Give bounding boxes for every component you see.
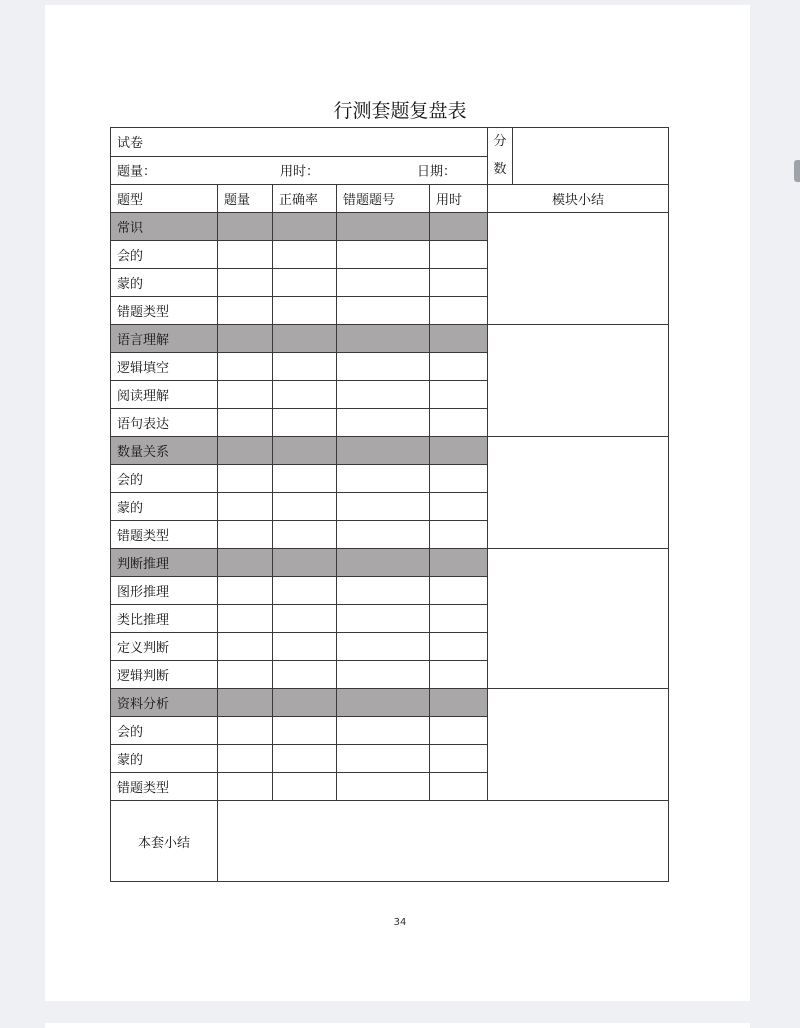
page-title: 行测套题复盘表 <box>333 100 467 122</box>
row-label: 蒙的 <box>111 493 218 521</box>
count-label: 题量： <box>117 164 157 180</box>
entry-cell[interactable] <box>430 269 488 297</box>
section-cell <box>337 437 430 465</box>
entry-cell[interactable] <box>273 773 337 801</box>
section-row <box>111 549 669 577</box>
entry-cell[interactable] <box>273 269 337 297</box>
entry-cell[interactable] <box>218 633 273 661</box>
section-row <box>111 437 669 465</box>
row-label: 错题类型 <box>111 521 218 549</box>
entry-cell[interactable] <box>218 717 273 745</box>
section-name: 数量关系 <box>111 437 218 465</box>
time-label: 用时： <box>280 164 320 180</box>
entry-cell[interactable] <box>218 353 273 381</box>
page-number: 34 <box>393 917 407 928</box>
entry-cell[interactable] <box>430 409 488 437</box>
section-cell <box>430 325 488 353</box>
entry-cell[interactable] <box>273 717 337 745</box>
entry-cell[interactable] <box>337 269 430 297</box>
row-label: 类比推理 <box>111 605 218 633</box>
entry-cell[interactable] <box>337 465 430 493</box>
entry-cell[interactable] <box>430 353 488 381</box>
entry-cell[interactable] <box>218 269 273 297</box>
entry-cell[interactable] <box>273 241 337 269</box>
module-summary-cell[interactable] <box>488 549 669 689</box>
entry-cell[interactable] <box>273 493 337 521</box>
scrollbar-handle[interactable] <box>794 160 800 182</box>
summary-field[interactable] <box>218 801 669 882</box>
section-cell <box>430 213 488 241</box>
section-cell <box>273 549 337 577</box>
entry-cell[interactable] <box>218 465 273 493</box>
section-row <box>111 689 669 717</box>
module-summary-cell[interactable] <box>488 325 669 437</box>
entry-cell[interactable] <box>337 605 430 633</box>
entry-cell[interactable] <box>337 381 430 409</box>
entry-cell[interactable] <box>430 297 488 325</box>
entry-cell[interactable] <box>337 353 430 381</box>
entry-cell[interactable] <box>430 745 488 773</box>
section-name: 常识 <box>111 213 218 241</box>
entry-cell[interactable] <box>337 521 430 549</box>
section-cell <box>430 437 488 465</box>
section-cell <box>273 213 337 241</box>
entry-cell[interactable] <box>273 381 337 409</box>
entry-cell[interactable] <box>337 745 430 773</box>
section-cell <box>337 213 430 241</box>
entry-cell[interactable] <box>430 465 488 493</box>
section-cell <box>218 325 273 353</box>
entry-cell[interactable] <box>430 605 488 633</box>
entry-cell[interactable] <box>337 241 430 269</box>
entry-cell[interactable] <box>430 241 488 269</box>
entry-cell[interactable] <box>218 605 273 633</box>
column-header: 题量 <box>218 185 273 213</box>
entry-cell[interactable] <box>218 493 273 521</box>
row-label: 语句表达 <box>111 409 218 437</box>
entry-cell[interactable] <box>337 409 430 437</box>
section-cell <box>273 689 337 717</box>
section-cell <box>218 689 273 717</box>
column-header: 题型 <box>111 185 218 213</box>
entry-cell[interactable] <box>218 297 273 325</box>
next-page-edge <box>45 1023 750 1028</box>
row-label: 阅读理解 <box>111 381 218 409</box>
section-cell <box>273 437 337 465</box>
section-cell <box>337 689 430 717</box>
entry-cell[interactable] <box>430 577 488 605</box>
section-cell <box>218 437 273 465</box>
entry-cell[interactable] <box>430 633 488 661</box>
row-label: 逻辑填空 <box>111 353 218 381</box>
entry-cell[interactable] <box>218 773 273 801</box>
section-cell <box>273 325 337 353</box>
entry-cell[interactable] <box>218 409 273 437</box>
entry-cell[interactable] <box>430 661 488 689</box>
entry-cell[interactable] <box>273 521 337 549</box>
row-label: 会的 <box>111 241 218 269</box>
entry-cell[interactable] <box>273 465 337 493</box>
entry-cell[interactable] <box>337 493 430 521</box>
entry-cell[interactable] <box>337 577 430 605</box>
entry-cell[interactable] <box>273 409 337 437</box>
section-cell <box>430 549 488 577</box>
row-label: 蒙的 <box>111 745 218 773</box>
score-label-top: 分 <box>493 134 507 149</box>
entry-cell[interactable] <box>337 633 430 661</box>
module-summary-cell[interactable] <box>488 437 669 549</box>
entry-cell[interactable] <box>273 353 337 381</box>
section-row <box>111 213 669 241</box>
entry-cell[interactable] <box>430 717 488 745</box>
entry-cell[interactable] <box>337 297 430 325</box>
entry-cell[interactable] <box>337 717 430 745</box>
meta-field[interactable] <box>111 156 488 185</box>
section-name: 资料分析 <box>111 689 218 717</box>
column-header-row <box>111 185 669 213</box>
row-label: 逻辑判断 <box>111 661 218 689</box>
entry-cell[interactable] <box>273 297 337 325</box>
row-label: 错题类型 <box>111 297 218 325</box>
summary-label: 本套小结 <box>111 801 218 882</box>
section-cell <box>337 325 430 353</box>
entry-cell[interactable] <box>430 773 488 801</box>
score-field[interactable] <box>513 128 669 185</box>
summary-row <box>111 801 669 882</box>
column-header: 正确率 <box>273 185 337 213</box>
entry-cell[interactable] <box>337 773 430 801</box>
entry-cell[interactable] <box>430 381 488 409</box>
section-cell <box>337 549 430 577</box>
column-header: 错题题号 <box>337 185 430 213</box>
row-label: 错题类型 <box>111 773 218 801</box>
module-summary-cell[interactable] <box>488 689 669 801</box>
date-label: 日期： <box>417 164 457 180</box>
section-name: 判断推理 <box>111 549 218 577</box>
entry-cell[interactable] <box>218 661 273 689</box>
entry-cell[interactable] <box>273 745 337 773</box>
entry-cell[interactable] <box>218 577 273 605</box>
row-label: 会的 <box>111 717 218 745</box>
score-label <box>488 128 513 185</box>
entry-cell[interactable] <box>337 661 430 689</box>
entry-cell[interactable] <box>430 521 488 549</box>
row-label: 图形推理 <box>111 577 218 605</box>
entry-cell[interactable] <box>430 493 488 521</box>
row-label: 会的 <box>111 465 218 493</box>
paper-label: 试卷 <box>117 136 144 152</box>
section-name: 语言理解 <box>111 325 218 353</box>
entry-cell[interactable] <box>218 381 273 409</box>
section-row <box>111 325 669 353</box>
entry-cell[interactable] <box>218 521 273 549</box>
section-cell <box>218 213 273 241</box>
column-header: 用时 <box>430 185 488 213</box>
paper-field[interactable] <box>111 128 488 157</box>
section-cell <box>430 689 488 717</box>
entry-cell[interactable] <box>273 633 337 661</box>
entry-cell[interactable] <box>218 241 273 269</box>
entry-cell[interactable] <box>273 577 337 605</box>
entry-cell[interactable] <box>273 661 337 689</box>
score-label-bottom: 数 <box>493 162 507 177</box>
module-summary-cell[interactable] <box>488 213 669 325</box>
column-header: 模块小结 <box>488 185 669 213</box>
section-cell <box>218 549 273 577</box>
entry-cell[interactable] <box>273 605 337 633</box>
row-label: 定义判断 <box>111 633 218 661</box>
entry-cell[interactable] <box>218 745 273 773</box>
review-table <box>110 127 669 882</box>
row-label: 蒙的 <box>111 269 218 297</box>
